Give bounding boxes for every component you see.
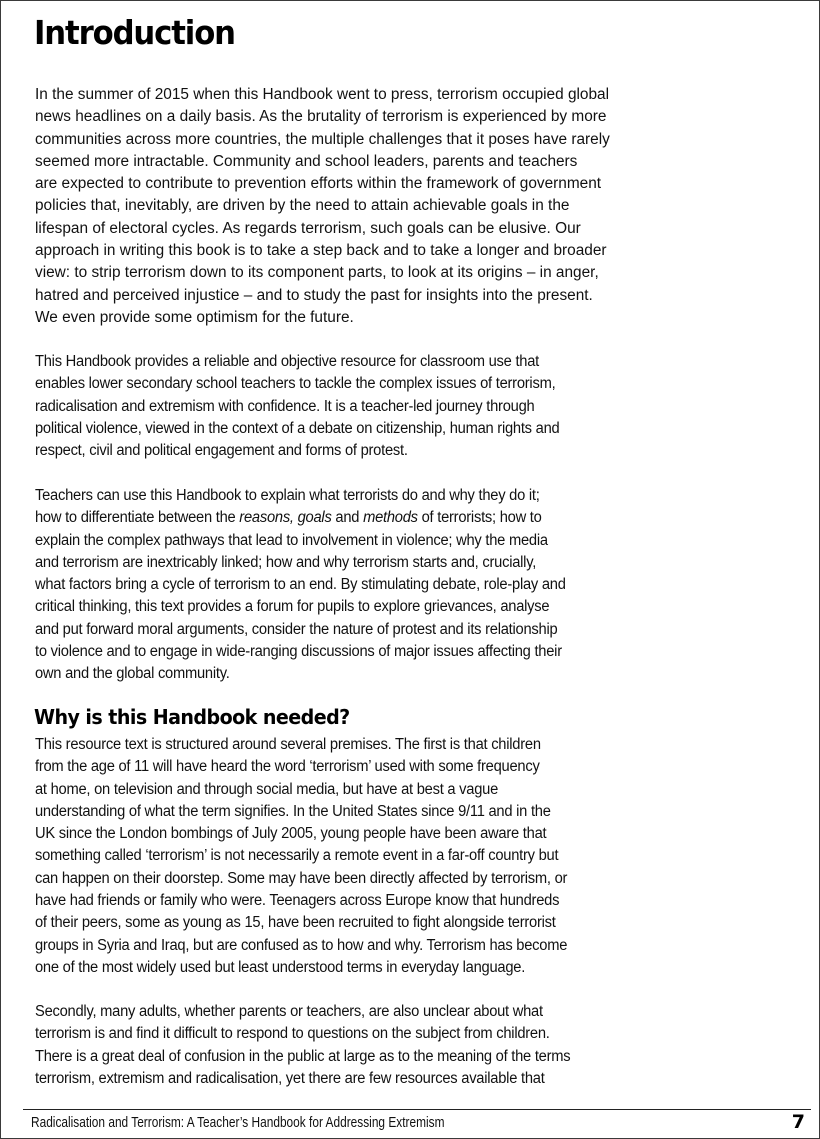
text-line: what factors bring a cycle of terrorism to an end. By stimulating debate, role-play and [35, 576, 566, 594]
text-line: political violence, viewed in the context of a debate on citizenship, human rights and [35, 419, 560, 437]
text-line: news headlines on a daily basis. As the brutality of terrorism is experienced by more [35, 108, 607, 126]
text-line: This resource text is structured around several premises. The first is that children [35, 736, 541, 753]
text-line: and terrorism are inextricably linked; how and why terrorism starts and, crucially, [35, 553, 537, 571]
text-segment: of terrorists; how to [417, 509, 542, 527]
text-line: enables lower secondary school teachers to tackle the complex issues of terrorism, [35, 375, 556, 393]
intro-paragraph-2 [35, 351, 665, 462]
text-line: hatred and perceived injustice – and to study the past for insights into the present. [35, 286, 593, 304]
section-paragraph-2 [35, 1001, 665, 1090]
text-line: seemed more intractable. Community and school leaders, parents and teachers [35, 152, 578, 170]
text-line: own and the global community. [35, 665, 230, 683]
text-line: to violence and to engage in wide-ranging discussions of major issues affecting their [35, 643, 562, 661]
text-line: There is a great deal of confusion in the public at large as to the meaning of the terms [35, 1047, 571, 1065]
emphasis-reasons-goals: reasons, goals [239, 509, 332, 527]
text-line: approach in writing this book is to take a step back and to take a longer and broader [35, 242, 607, 260]
text-line: terrorism, extremism and radicalisation, yet there are few resources available that [35, 1069, 545, 1087]
text-line: view: to strip terrorism down to its component parts, to look at its origins – in anger, [35, 264, 599, 282]
emphasis-methods: methods [363, 509, 418, 527]
text-line: lifespan of electoral cycles. As regards terrorism, such goals can be elusive. Our [35, 219, 581, 237]
text-segment: and [331, 509, 364, 527]
page-title: Introduction [34, 13, 235, 52]
text-line: something called ‘terrorism’ is not necessarily a remote event in a far-off country but [35, 847, 559, 865]
text-line: have had friends or family who were. Teenagers across Europe know that hundreds [35, 892, 560, 910]
text-line: at home, on television and through social media, but have at best a vague [35, 780, 499, 798]
text-line: communities across more countries, the multiple challenges that it poses have rarely [35, 130, 610, 148]
text-line: can happen on their doorstep. Some may have been directly affected by terrorism, or [35, 869, 568, 887]
footer-book-title: Radicalisation and Terrorism: A Teacher’s Handbook for Addressing Extremism [31, 1115, 445, 1131]
text-line: groups in Syria and Iraq, but are confused as to how and why. Terrorism has become [35, 936, 568, 954]
text-line: explain the complex pathways that lead to involvement in violence; why the media [35, 531, 548, 549]
text-line: one of the most widely used but least understood terms in everyday language. [35, 958, 526, 976]
text-line: are expected to contribute to prevention efforts within the framework of government [35, 175, 602, 193]
text-line: Teachers can use this Handbook to explain what terrorists do and why they do it; [35, 487, 540, 504]
text-line: understanding of what the term signifies. In the United States since 9/11 and in the [35, 802, 551, 820]
text-line: terrorism is and find it difficult to respond to questions on the subject from children. [35, 1025, 550, 1043]
text-line: This Handbook provides a reliable and objective resource for classroom use that [35, 353, 540, 370]
section-heading: Why is this Handbook needed? [34, 705, 350, 729]
page-number: 7 [791, 1111, 805, 1133]
text-line: respect, civil and political engagement and forms of protest. [35, 442, 408, 460]
text-line: Secondly, many adults, whether parents or teachers, are also unclear about what [35, 1003, 543, 1020]
text-segment: how to differentiate between the [35, 509, 240, 527]
text-line: and put forward moral arguments, consider the nature of protest and its relationship [35, 620, 558, 638]
text-line: critical thinking, this text provides a forum for pupils to explore grievances, analyse [35, 598, 550, 616]
text-line: radicalisation and extremism with confidence. It is a teacher-led journey through [35, 397, 535, 415]
footer-divider [23, 1109, 811, 1110]
text-line: UK since the London bombings of July 2005, young people have been aware that [35, 825, 547, 843]
text-line [35, 507, 665, 529]
text-line: of their peers, some as young as 15, have been recruited to fight alongside terrorist [35, 914, 556, 932]
section-paragraph-1 [35, 734, 665, 979]
text-line: In the summer of 2015 when this Handbook went to press, terrorism occupied global [35, 86, 610, 103]
intro-paragraph-3 [35, 485, 665, 686]
text-line: from the age of 11 will have heard the word ‘terrorism’ used with some frequency [35, 758, 540, 776]
intro-paragraph-1 [35, 84, 695, 329]
text-line: policies that, inevitably, are driven by the need to attain achievable goals in the [35, 197, 570, 215]
text-line: We even provide some optimism for the future. [35, 308, 354, 326]
